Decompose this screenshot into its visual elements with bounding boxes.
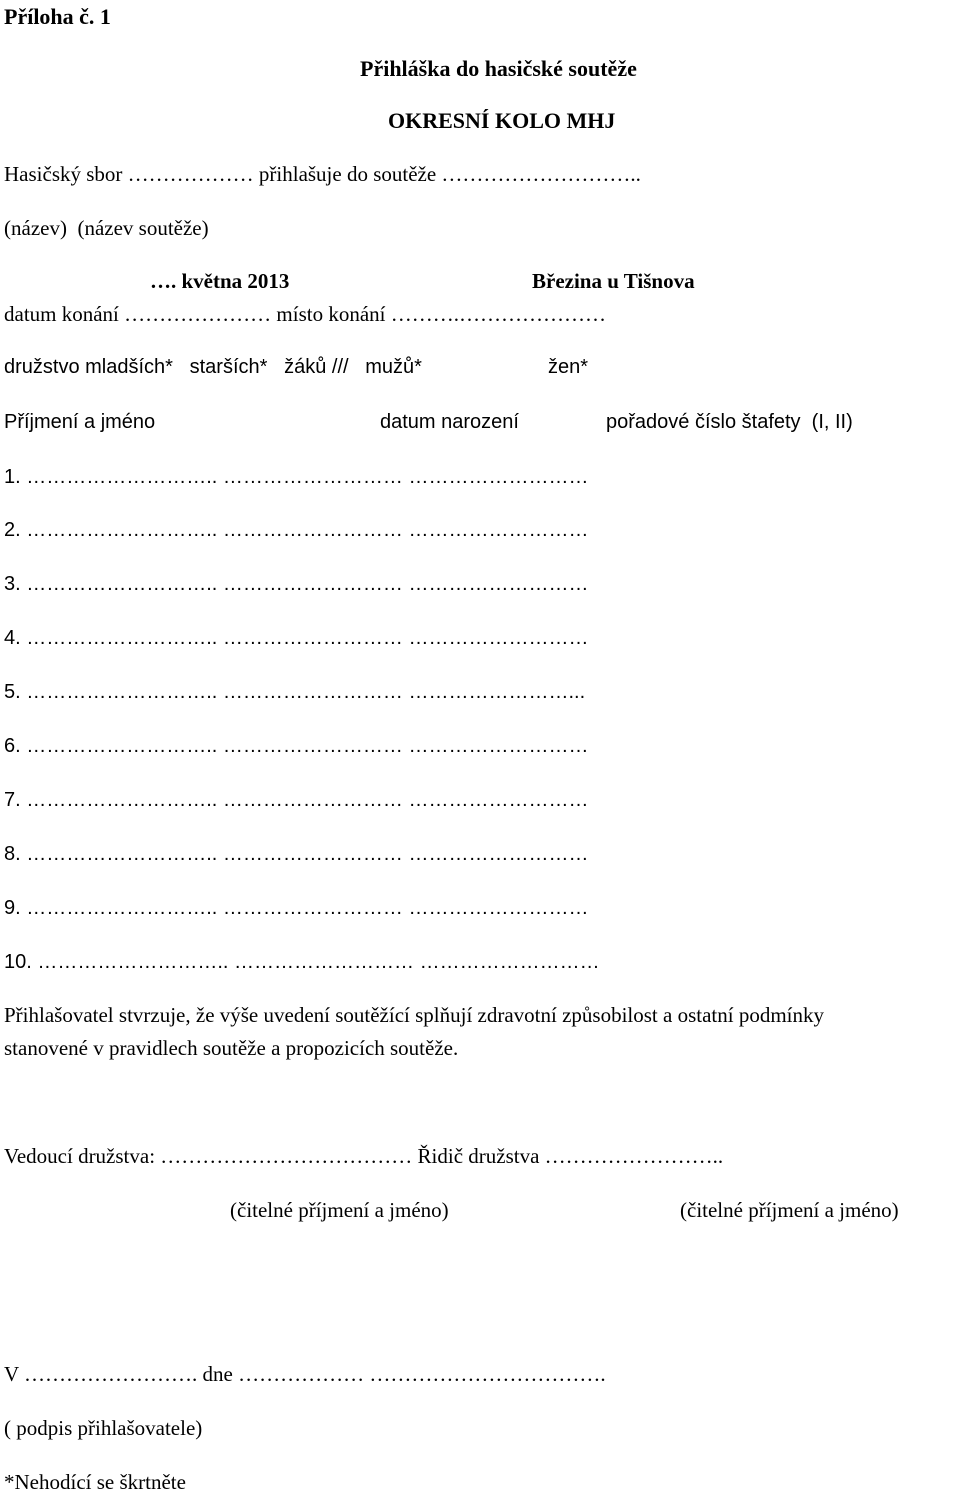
leader-driver-line: Vedoucí družstva: ……………………………… Řidič družstva …………………….. xyxy=(4,1144,724,1168)
column-birth-date: datum narození xyxy=(380,411,519,433)
participant-row: 8. ……………………….. ……………………… ……………………… xyxy=(4,843,589,865)
participant-row: 3. ……………………….. ……………………… ……………………… xyxy=(4,573,589,595)
date-place-line: datum konání ………………… místo konání ……….………………… xyxy=(4,302,606,326)
participant-row: 1. ……………………….. ……………………… ……………………… xyxy=(4,466,589,488)
fire-brigade-line: Hasičský sbor ……………… přihlašuje do soutěže ……………………….. xyxy=(4,162,641,186)
place-date-line: V ……………………. dne ……………… ……………………………. xyxy=(4,1362,606,1386)
participant-row: 9. ……………………….. ……………………… ……………………… xyxy=(4,897,589,919)
participant-row: 4. ……………………….. ……………………… ……………………… xyxy=(4,627,589,649)
column-relay-order: pořadové číslo štafety (I, II) xyxy=(606,411,853,433)
declaration-line-2: stanovené v pravidlech soutěže a propozicích soutěže. xyxy=(4,1036,459,1060)
attachment-label: Příloha č. 1 xyxy=(4,4,111,29)
column-name: Příjmení a jméno xyxy=(4,411,156,433)
declaration-line-1: Přihlašovatel stvrzuje, že výše uvedení soutěžící splňují zdravotní způsobilost a ostatní podmínky xyxy=(4,1003,825,1027)
driver-caption: (čitelné příjmení a jméno) xyxy=(680,1198,899,1222)
team-category-women: žen* xyxy=(548,356,589,378)
participant-row: 7. ……………………….. ……………………… ……………………… xyxy=(4,789,589,811)
participant-row: 10. ……………………….. ……………………… ……………………… xyxy=(4,951,600,973)
applicant-signature-caption: ( podpis přihlašovatele) xyxy=(4,1416,203,1440)
name-captions: (název) (název soutěže) xyxy=(4,216,209,240)
leader-caption: (čitelné příjmení a jméno) xyxy=(230,1198,449,1222)
form-subtitle: OKRESNÍ KOLO MHJ xyxy=(388,108,616,133)
participant-row: 5. ……………………….. ……………………… ……………………... xyxy=(4,681,586,703)
team-category-line: družstvo mladších* starších* žáků /// mužů* xyxy=(4,356,422,378)
participant-row: 2. ……………………….. ……………………… ……………………… xyxy=(4,519,589,541)
event-date: …. května 2013 xyxy=(150,269,290,293)
participant-row: 6. ……………………….. ……………………… ……………………… xyxy=(4,735,589,757)
form-title: Přihláška do hasičské soutěže xyxy=(360,56,637,81)
event-place: Březina u Tišnova xyxy=(532,269,695,293)
footnote: *Nehodící se škrtněte xyxy=(4,1470,186,1494)
